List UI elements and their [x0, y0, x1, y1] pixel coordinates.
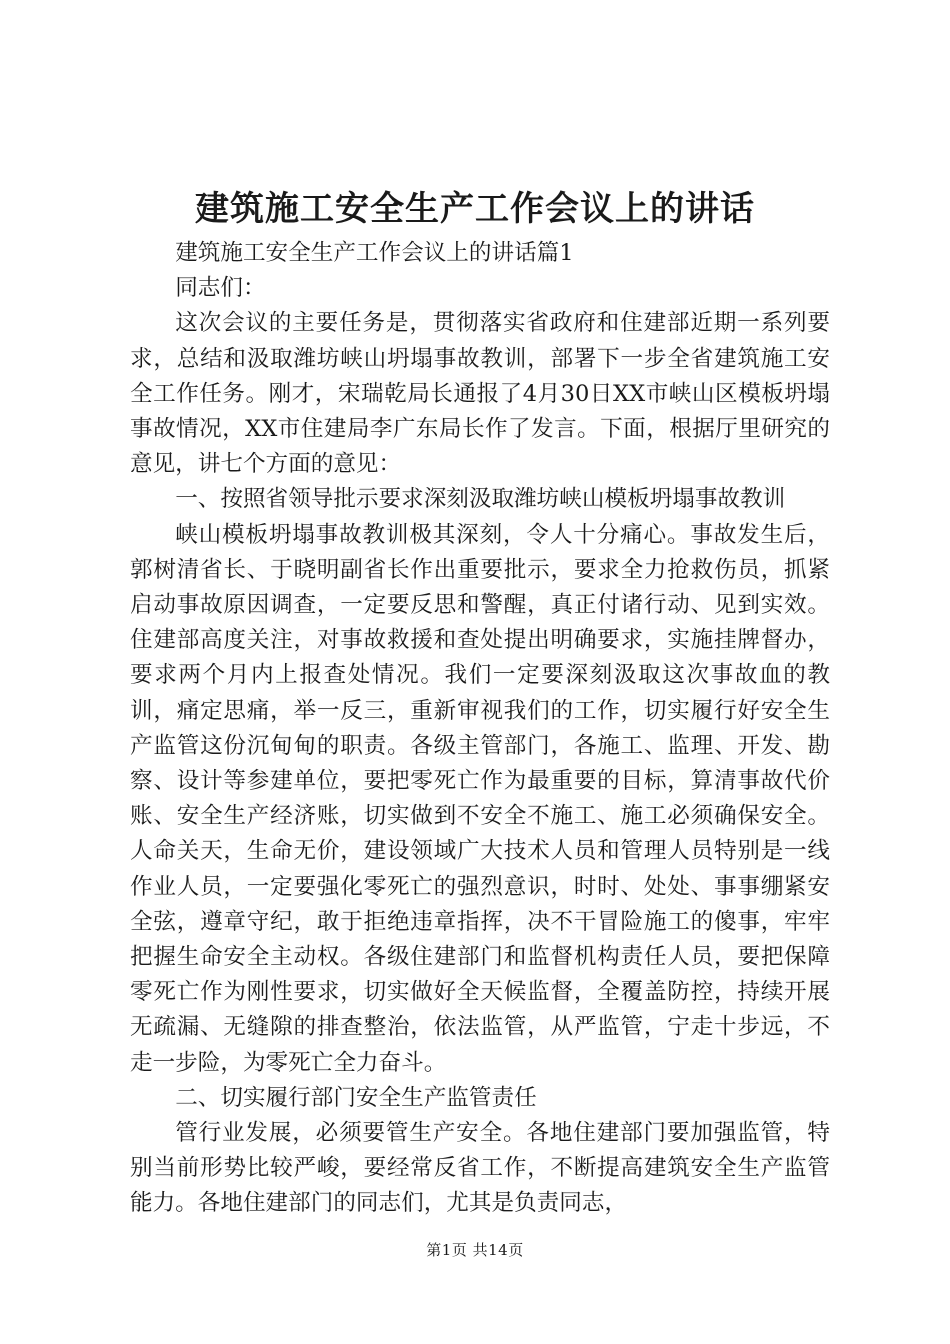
salutation-paragraph: 同志们： [175, 275, 266, 302]
document-body [130, 236, 830, 1222]
section-heading-2: 二、切实履行部门安全生产监管责任 [175, 1084, 537, 1111]
intro-paragraph: 这次会议的主要任务是，贯彻落实省政府和住建部近期一系列要求，总结和汲取潍坊峡山坍塌事故教训，部署下一步全省建筑施工安全工作任务。刚才，宋瑞乾局长通报了4月30日XX市峡山区模板坍塌事故情况，XX市住建局李广东局长作了发言。下面，根据厅里研究的意见，讲七个方面的意见： [130, 310, 830, 478]
page-footer: 第1页 共14页 [426, 1241, 524, 1259]
section-heading-1: 一、按照省领导批示要求深刻汲取潍坊峡山模板坍塌事故教训 [175, 486, 786, 513]
section-1-paragraph: 峡山模板坍塌事故教训极其深刻，令人十分痛心。事故发生后，郭树清省长、于晓明副省长作出重要批示，要求全力抢救伤员，抓紧启动事故原因调查，一定要反思和警醒，真正付诸行动、见到实效。住建部高度关注，对事故救援和查处提出明确要求，实施挂牌督办，要求两个月内上报查处情况。我们一定要深刻汲取这次事故血的教训，痛定思痛，举一反三，重新审视我们的工作，切实履行好安全生产监管这份沉甸甸的职责。各级主管部门，各施工、监理、开发、勘察、设计等参建单位，要把零死亡作为最重要的目标，算清事故代价账、安全生产经济账，切实做到不安全不施工、施工必须确保安全。人命关天，生命无价，建设领域广大技术人员和管理人员特别是一线作业人员，一定要强化零死亡的强烈意识，时时、处处、事事绷紧安全弦，遵章守纪，敢于拒绝违章指挥，决不干冒险施工的傻事，牢牢把握生命安全主动权。各级住建部门和监督机构责任人员，要把保障零死亡作为刚性要求，切实做好全天候监督，全覆盖防控，持续开展无疏漏、无缝隙的排查整治，依法监管，从严监管，宁走十步远，不走一步险，为零死亡全力奋斗。 [130, 521, 830, 1076]
subtitle-paragraph: 建筑施工安全生产工作会议上的讲话篇1 [175, 240, 574, 266]
section-2-paragraph: 管行业发展，必须要管生产安全。各地住建部门要加强监管，特别当前形势比较严峻，要经常反省工作，不断提高建筑安全生产监管能力。各地住建部门的同志们，尤其是负责同志， [130, 1120, 830, 1217]
document-title: 建筑施工安全生产工作会议上的讲话 [195, 189, 755, 229]
